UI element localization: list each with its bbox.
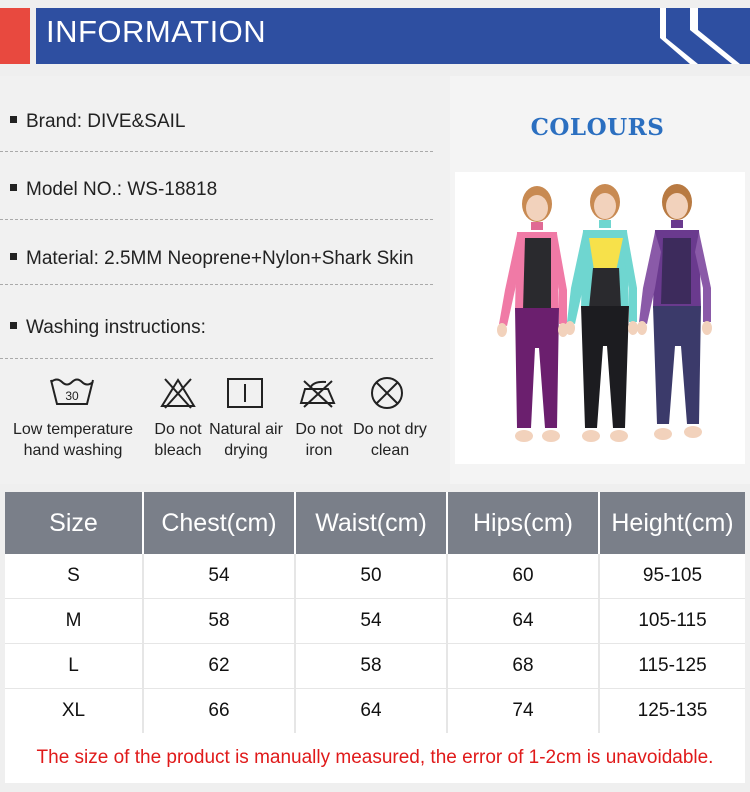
cell-size: XL (5, 689, 143, 734)
washing-line: Washing instructions: (10, 317, 206, 339)
brand-line: Brand: DIVE&SAIL (10, 111, 185, 133)
wash-30-icon (49, 376, 95, 408)
care-label-bleach: Do not bleach (154, 421, 202, 459)
material-line: Material: 2.5MM Neoprene+Nylon+Shark Skin (10, 248, 414, 270)
cell-waist: 50 (295, 554, 447, 599)
divider (0, 219, 433, 220)
cell-height: 115-125 (599, 644, 745, 689)
product-photo (455, 172, 745, 464)
cell-chest: 62 (143, 644, 295, 689)
wetsuit-turquoise (565, 184, 638, 442)
size-chart-table (5, 492, 745, 734)
no-bleach-icon (159, 377, 197, 409)
cell-waist: 58 (295, 644, 447, 689)
header-waist: Waist(cm) (295, 492, 447, 554)
cell-waist: 54 (295, 599, 447, 644)
cell-height: 125-135 (599, 689, 745, 734)
cell-hips: 74 (447, 689, 599, 734)
section-title: INFORMATION (46, 14, 267, 49)
cell-size: L (5, 644, 143, 689)
cell-chest: 66 (143, 689, 295, 734)
cell-chest: 54 (143, 554, 295, 599)
table-row (5, 599, 745, 644)
cell-hips: 68 (447, 644, 599, 689)
cell-waist: 64 (295, 689, 447, 734)
cell-chest: 58 (143, 599, 295, 644)
cell-height: 105-115 (599, 599, 745, 644)
care-label-iron: Do not iron (295, 421, 343, 459)
no-iron-icon (298, 377, 338, 409)
measurement-note: The size of the product is manually measured, the error of 1-2cm is unavoidable. (5, 733, 745, 783)
table-row (5, 554, 745, 599)
table-row (5, 689, 745, 734)
wetsuit-models-illustration (455, 172, 745, 464)
divider (0, 151, 433, 152)
divider (0, 284, 433, 285)
header-height: Height(cm) (599, 492, 745, 554)
no-dry-clean-icon (369, 375, 405, 411)
model-line: Model NO.: WS-18818 (10, 179, 217, 201)
table-header-row (5, 492, 745, 554)
cell-hips: 60 (447, 554, 599, 599)
header-decoration (660, 8, 750, 64)
wetsuit-purple (637, 184, 712, 440)
header-hips: Hips(cm) (447, 492, 599, 554)
header-chest: Chest(cm) (143, 492, 295, 554)
colours-title: COLOURS (530, 114, 665, 141)
care-label-wash: Low temperature hand washing (12, 421, 134, 459)
cell-size: S (5, 554, 143, 599)
air-dry-icon (226, 377, 264, 409)
care-label-air-dry: Natural air drying (209, 421, 283, 459)
divider (0, 358, 433, 359)
care-label-dry-clean: Do not dry clean (353, 421, 427, 459)
table-row (5, 644, 745, 689)
wetsuit-pink (497, 186, 568, 442)
cell-size: M (5, 599, 143, 644)
cell-hips: 64 (447, 599, 599, 644)
svg-text:30: 30 (65, 389, 79, 403)
header-size: Size (5, 492, 143, 554)
header-accent (0, 8, 30, 64)
cell-height: 95-105 (599, 554, 745, 599)
